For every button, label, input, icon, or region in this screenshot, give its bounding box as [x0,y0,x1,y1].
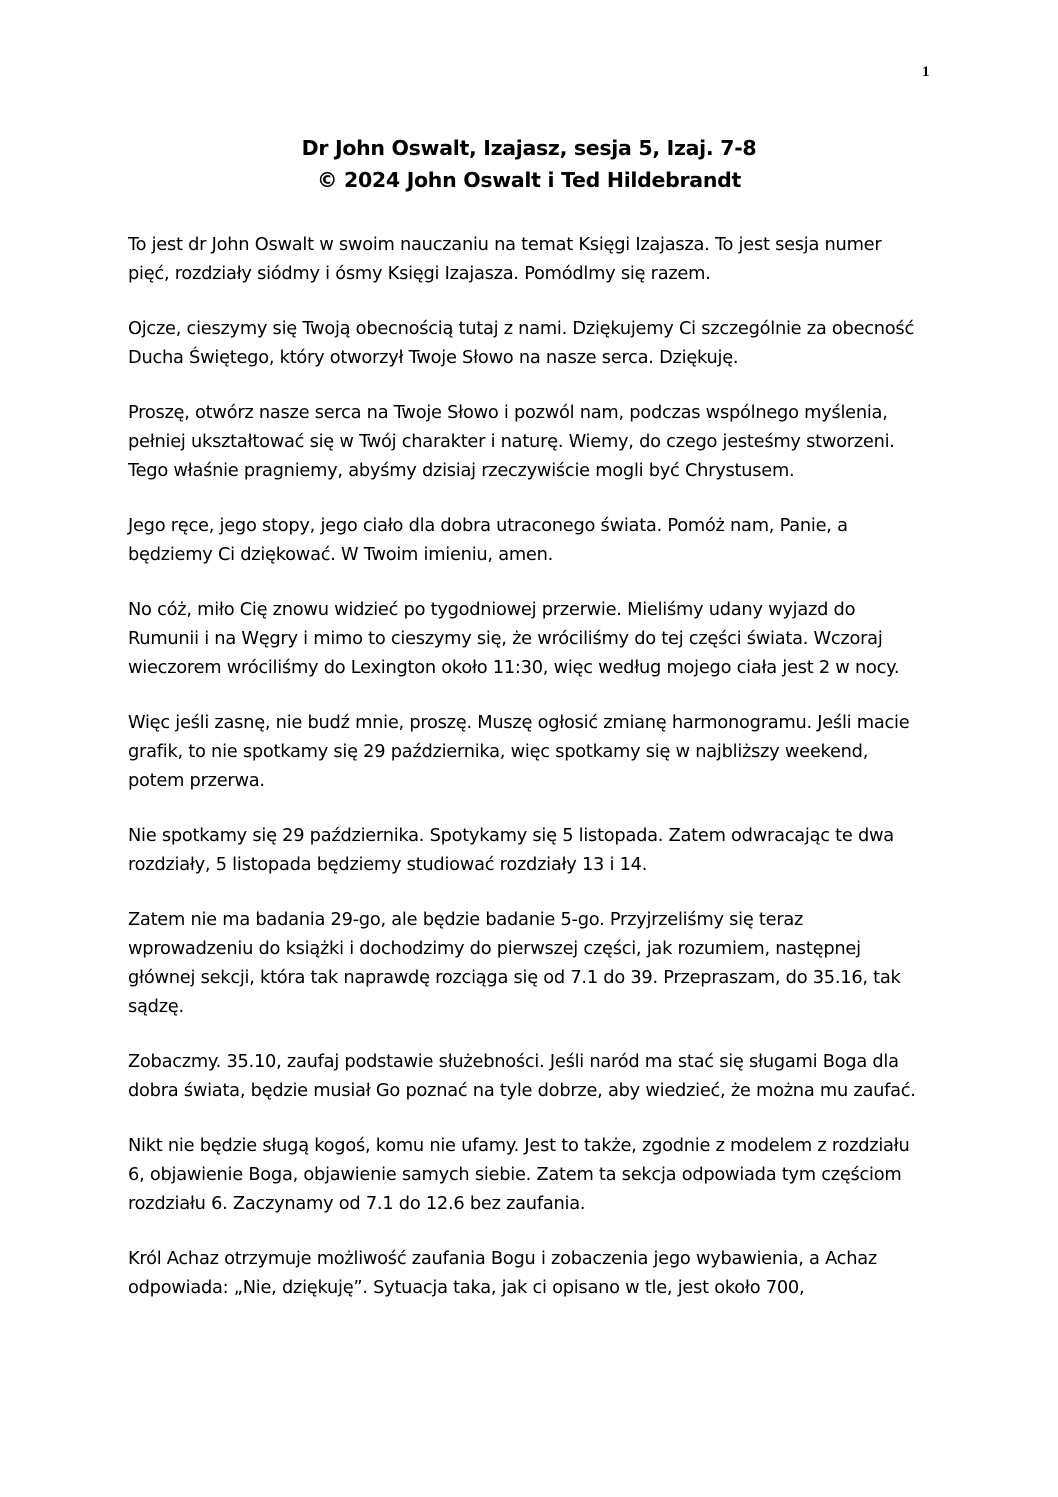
paragraph: Proszę, otwórz nasze serca na Twoje Słowo i pozwól nam, podczas wspólnego myślenia, pełniej ukształtować się w Twój charakter i naturę. Wiemy, do czego jesteśmy stworzeni. Tego właśnie pragniemy, abyśmy dzisiaj rzeczywiście mogli być Chrystusem. [128,402,895,481]
paragraph: No cóż, miło Cię znowu widzieć po tygodniowej przerwie. Mieliśmy udany wyjazd do Rumunii i na Węgry i mimo to cieszymy się, że wróciliśmy do tej części świata. Wczoraj wieczorem wróciliśmy do Lexington około 11:30, więc według mojego ciała jest 2 w nocy. [128,599,900,678]
paragraph: To jest dr John Oswalt w swoim nauczaniu na temat Księgi Izajasza. To jest sesja numer pięć, rozdziały siódmy i ósmy Księgi Izajasza. Pomódlmy się razem. [128,234,882,284]
paragraph: Zatem nie ma badania 29-go, ale będzie badanie 5-go. Przyjrzeliśmy się teraz wprowadzeniu do książki i dochodzimy do pierwszej części, jak rozumiem, następnej głównej sekcji, która tak naprawdę rozciąga się od 7.1 do 39. Przepraszam, do 35.16, tak sądzę. [128,909,901,1017]
title-line-2: © 2024 John Oswalt i Ted Hildebrandt [316,168,742,192]
paragraph: Jego ręce, jego stopy, jego ciało dla dobra utraconego świata. Pomóż nam, Panie, a będziemy Ci dziękować. W Twoim imieniu, amen. [128,515,848,565]
title-line-1: Dr John Oswalt, Izajasz, sesja 5, Izaj. 7-8 [301,136,757,160]
paragraph: Ojcze, cieszymy się Twoją obecnością tutaj z nami. Dziękujemy Ci szczególnie za obecność Ducha Świętego, który otworzył Twoje Słowo na nasze serca. Dziękuję. [128,318,914,368]
page-number: 1 [922,64,930,80]
paragraph: Nikt nie będzie sługą kogoś, komu nie ufamy. Jest to także, zgodnie z modelem z rozdziału 6, objawienie Boga, objawienie samych siebie. Zatem ta sekcja odpowiada tym częściom rozdziału 6. Zaczynamy od 7.1 do 12.6 bez zaufania. [128,1135,910,1214]
paragraph: Więc jeśli zasnę, nie budź mnie, proszę. Muszę ogłosić zmianę harmonogramu. Jeśli macie grafik, to nie spotkamy się 29 października, więc spotkamy się w najbliższy weekend, potem przerwa. [128,712,910,791]
paragraph: Król Achaz otrzymuje możliwość zaufania Bogu i zobaczenia jego wybawienia, a Achaz odpowiada: „Nie, dziękuję”. Sytuacja taka, jak ci opisano w tle, jest około 700, [128,1248,877,1298]
paragraph: Zobaczmy. 35.10, zaufaj podstawie służebności. Jeśli naród ma stać się sługami Boga dla dobra świata, będzie musiał Go poznać na tyle dobrze, aby wiedzieć, że można mu zaufać. [128,1051,916,1101]
paragraph: Nie spotkamy się 29 października. Spotykamy się 5 listopada. Zatem odwracając te dwa rozdziały, 5 listopada będziemy studiować rozdziały 13 i 14. [128,825,894,875]
document-title [0,132,1058,196]
document-body [128,230,928,1328]
